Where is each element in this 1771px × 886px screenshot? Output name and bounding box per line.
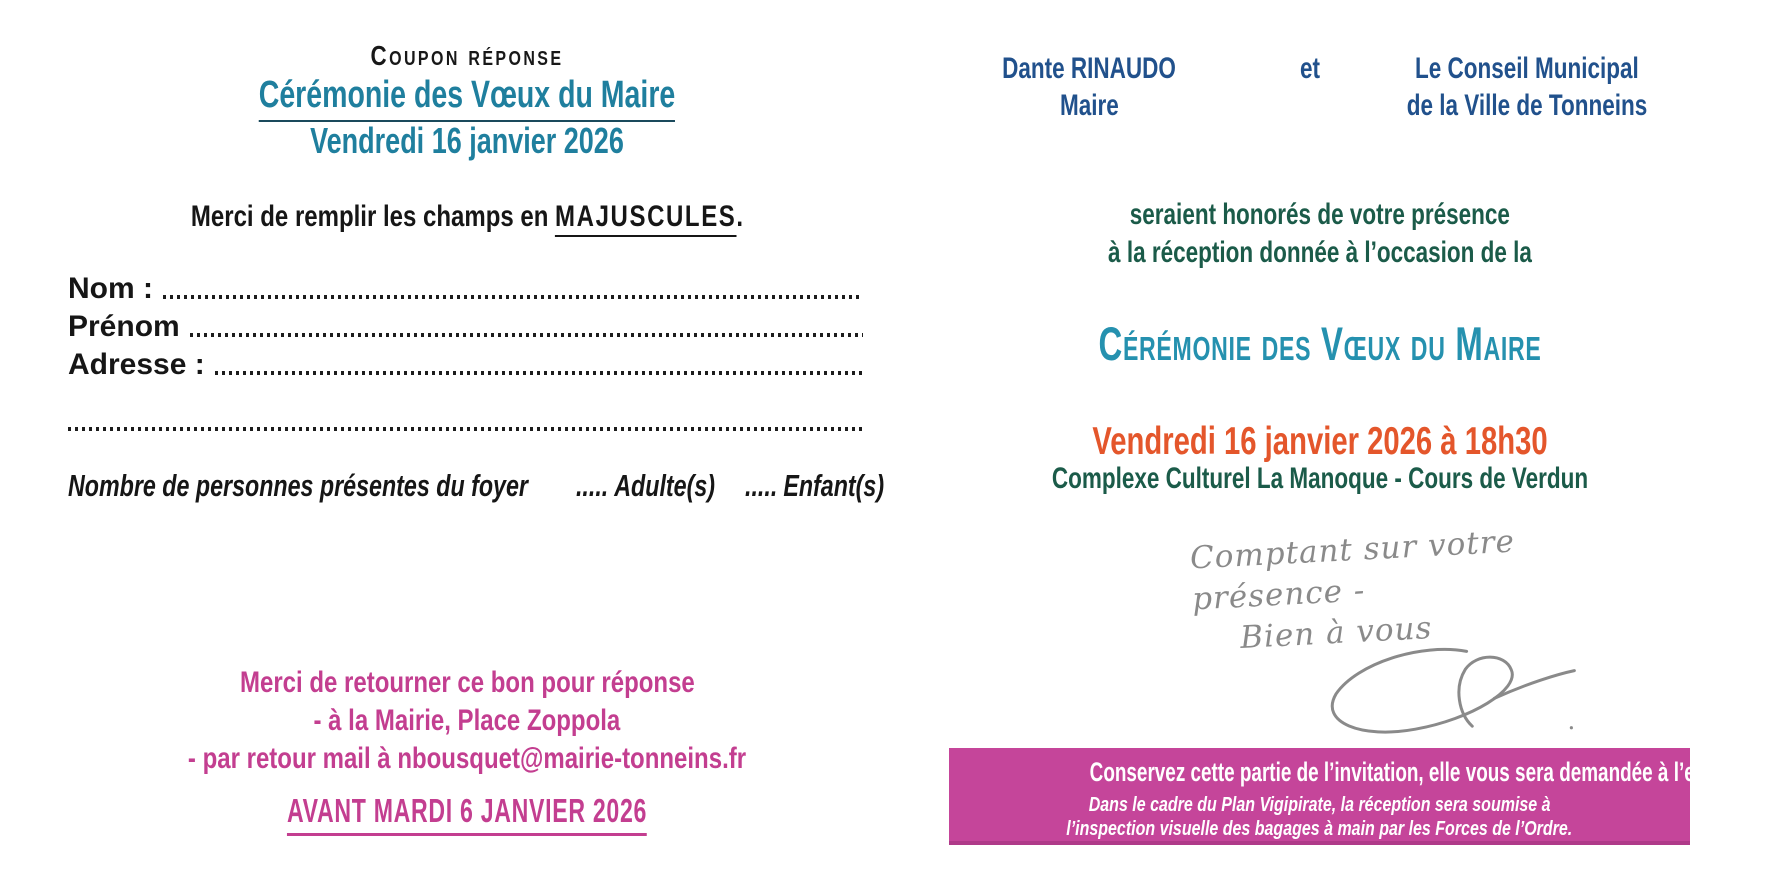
intro-line-1: seraient honorés de votre présence <box>1129 198 1511 231</box>
coupon-date-text: Vendredi 16 janvier 2026 <box>310 120 624 161</box>
fill-instruction-prefix: Merci de remplir les champs en <box>190 200 556 233</box>
adults-dots: ..... <box>575 468 609 503</box>
adults-slot <box>576 468 715 503</box>
conjunction: et <box>1299 52 1321 85</box>
event-venue <box>962 462 1677 496</box>
event-title-text: Cérémonie des Vœux du Maire <box>1098 317 1542 370</box>
address-field-row <box>68 344 863 382</box>
coupon-title-text: Cérémonie des Vœux du Maire <box>259 74 676 122</box>
council-block <box>1367 50 1688 124</box>
reply-deadline <box>210 792 724 830</box>
firstname-field-label: Prénom <box>68 310 180 343</box>
invitation-intro <box>1037 196 1602 272</box>
children-label: Enfant(s) <box>783 468 885 503</box>
banner-line1: Conservez cette partie de l’invitation, elle vous sera demandée à l’entrée. <box>1089 757 1747 787</box>
intro-line-2: à la réception donnée à l’occasion de la <box>1108 236 1532 269</box>
mayor-name: Dante RINAUDO <box>1002 52 1176 85</box>
event-datetime-text: Vendredi 16 janvier 2026 à 18h30 <box>1092 420 1548 463</box>
return-line-1: Merci de retourner ce bon pour réponse <box>239 666 695 699</box>
keep-invitation-banner <box>949 748 1747 845</box>
signature-flourish <box>1316 635 1581 746</box>
firstname-field-row <box>68 306 863 344</box>
adults-label: Adulte(s) <box>614 468 716 503</box>
dotted-leader <box>68 427 863 431</box>
dotted-leader <box>190 333 863 337</box>
handwriting-line-1: Comptant sur votre <box>1189 523 1516 577</box>
name-field-row <box>68 268 863 306</box>
reply-form <box>68 268 863 438</box>
household-count-row <box>68 468 885 504</box>
dotted-leader <box>215 371 863 375</box>
fill-instruction <box>122 200 812 234</box>
council-line1: Le Conseil Municipal <box>1415 52 1639 85</box>
household-count-label: Nombre de personnes présentes du foyer <box>68 468 528 503</box>
dotted-leader <box>163 295 863 299</box>
address-field-label: Adresse : <box>68 348 205 381</box>
event-title <box>1004 316 1637 371</box>
mayor-role: Maire <box>1059 89 1119 122</box>
address-continuation-row <box>68 408 863 438</box>
return-line-2: - à la Mairie, Place Zoppola <box>313 704 621 737</box>
return-line-3: - par retour mail à nbousquet@mairie-tonneins.fr <box>187 742 747 775</box>
fill-instruction-suffix: . <box>736 200 744 233</box>
event-venue-text: Complexe Culturel La Manoque - Cours de Verdun <box>1051 462 1589 495</box>
banner-line2: Dans le cadre du Plan Vigipirate, la réception sera soumise à <box>1088 794 1551 816</box>
return-instructions <box>118 664 816 778</box>
handwriting-line-3: Bien à vous <box>1239 610 1434 657</box>
council-line2: de la Ville de Tonneins <box>1406 89 1648 122</box>
reply-deadline-text: AVANT MARDI 6 JANVIER 2026 <box>287 792 647 836</box>
coupon-date <box>258 120 676 162</box>
mayor-block <box>973 50 1205 124</box>
handwriting-line-2: présence - <box>1191 572 1367 618</box>
coupon-kicker <box>346 40 587 72</box>
children-slot <box>745 468 884 503</box>
event-datetime <box>1016 420 1623 464</box>
children-dots: ..... <box>745 468 778 503</box>
name-field-label: Nom : <box>68 272 153 305</box>
fill-instruction-emphasis: MAJUSCULES <box>555 200 736 237</box>
banner-line3: l’inspection visuelle des bagages à main par les Forces de l’Ordre. <box>1066 818 1573 840</box>
coupon-kicker-text: Coupon réponse <box>370 40 564 71</box>
coupon-title <box>189 74 744 117</box>
